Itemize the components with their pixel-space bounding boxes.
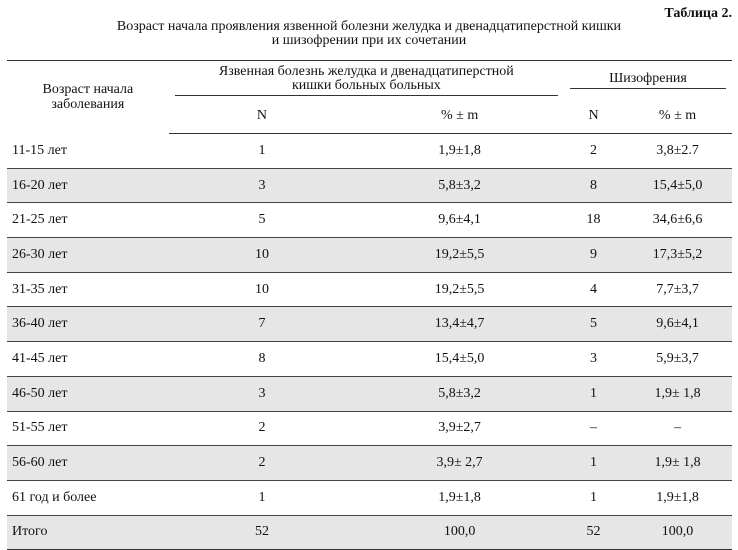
ulcer-percent-cell: 1,9±1,8 xyxy=(355,134,564,169)
ulcer-n-cell: 3 xyxy=(169,168,356,203)
age-cell: 26-30 лет xyxy=(7,238,169,273)
schizophrenia-group-header: Шизофрения xyxy=(564,61,732,100)
table-row xyxy=(7,342,732,377)
table-row xyxy=(7,203,732,238)
table-row xyxy=(7,446,732,481)
schizophrenia-percent-cell: 1,9±1,8 xyxy=(623,480,732,515)
age-cell: 31-35 лет xyxy=(7,272,169,307)
age-cell: 11-15 лет xyxy=(7,134,169,169)
ulcer-n-cell: 52 xyxy=(169,515,356,550)
schizophrenia-n-cell: 52 xyxy=(564,515,623,550)
table-row xyxy=(7,134,732,169)
ulcer-header-line-2: кишки больных больных xyxy=(291,77,441,93)
table-row xyxy=(7,515,732,550)
schizophrenia-n-cell: 1 xyxy=(564,446,623,481)
ulcer-percent-cell: 5,8±3,2 xyxy=(355,376,564,411)
table-row xyxy=(7,480,732,515)
schizophrenia-n-cell: 18 xyxy=(564,203,623,238)
table-row xyxy=(7,272,732,307)
ulcer-percent-cell: 1,9±1,8 xyxy=(355,480,564,515)
p2-header: % ± m xyxy=(623,99,732,134)
table-row xyxy=(7,307,732,342)
age-cell: 61 год и более xyxy=(7,480,169,515)
caption-line-2: и шизофрении при их сочетании xyxy=(271,33,467,48)
schizophrenia-percent-cell: 1,9± 1,8 xyxy=(623,376,732,411)
ulcer-n-cell: 2 xyxy=(169,411,356,446)
schizophrenia-percent-cell: 3,8±2.7 xyxy=(623,134,732,169)
schizophrenia-n-cell: 2 xyxy=(564,134,623,169)
age-cell: 16-20 лет xyxy=(7,168,169,203)
schizophrenia-percent-cell: 5,9±3,7 xyxy=(623,342,732,377)
n1-header: N xyxy=(169,99,356,134)
table-number-label: Таблица 2. xyxy=(664,6,732,21)
schizophrenia-n-cell: – xyxy=(564,411,623,446)
age-header-line-2: заболевания xyxy=(51,97,125,113)
ulcer-n-cell: 10 xyxy=(169,238,356,273)
schizophrenia-percent-cell: 9,6±4,1 xyxy=(623,307,732,342)
schizophrenia-percent-cell: – xyxy=(623,411,732,446)
ulcer-header-line-1: Язвенная болезнь желудка и двенадцатиперстной xyxy=(218,63,514,79)
ulcer-percent-cell: 9,6±4,1 xyxy=(355,203,564,238)
ulcer-n-cell: 8 xyxy=(169,342,356,377)
age-header-line-1: Возраст начала xyxy=(42,82,134,98)
table-row xyxy=(7,411,732,446)
ulcer-percent-cell: 13,4±4,7 xyxy=(355,307,564,342)
data-table xyxy=(7,60,732,550)
age-column-header xyxy=(7,61,169,134)
schizophrenia-n-cell: 8 xyxy=(564,168,623,203)
age-cell: 41-45 лет xyxy=(7,342,169,377)
ulcer-n-cell: 5 xyxy=(169,203,356,238)
n2-header: N xyxy=(564,99,623,134)
ulcer-n-cell: 3 xyxy=(169,376,356,411)
schizophrenia-n-cell: 4 xyxy=(564,272,623,307)
ulcer-percent-cell: 19,2±5,5 xyxy=(355,272,564,307)
ulcer-group-header xyxy=(169,61,564,100)
ulcer-n-cell: 1 xyxy=(169,480,356,515)
table-caption xyxy=(0,20,738,48)
caption-line-1: Возраст начала проявления язвенной болезни желудка и двенадцатиперстной кишки xyxy=(116,19,622,34)
age-cell: 36-40 лет xyxy=(7,307,169,342)
table-row xyxy=(7,168,732,203)
p1-header: % ± m xyxy=(355,99,564,134)
schizophrenia-n-cell: 5 xyxy=(564,307,623,342)
ulcer-percent-cell: 15,4±5,0 xyxy=(355,342,564,377)
ulcer-percent-cell: 5,8±3,2 xyxy=(355,168,564,203)
schizophrenia-percent-cell: 34,6±6,6 xyxy=(623,203,732,238)
schizophrenia-n-cell: 1 xyxy=(564,376,623,411)
ulcer-n-cell: 10 xyxy=(169,272,356,307)
schizophrenia-percent-cell: 15,4±5,0 xyxy=(623,168,732,203)
age-cell: 21-25 лет xyxy=(7,203,169,238)
schizophrenia-n-cell: 3 xyxy=(564,342,623,377)
schizophrenia-percent-cell: 7,7±3,7 xyxy=(623,272,732,307)
ulcer-n-cell: 2 xyxy=(169,446,356,481)
schizophrenia-n-cell: 9 xyxy=(564,238,623,273)
ulcer-percent-cell: 19,2±5,5 xyxy=(355,238,564,273)
schizophrenia-percent-cell: 100,0 xyxy=(623,515,732,550)
table-row xyxy=(7,376,732,411)
ulcer-percent-cell: 100,0 xyxy=(355,515,564,550)
age-cell: 56-60 лет xyxy=(7,446,169,481)
ulcer-percent-cell: 3,9± 2,7 xyxy=(355,446,564,481)
age-cell: 51-55 лет xyxy=(7,411,169,446)
table-row xyxy=(7,238,732,273)
header-row-1 xyxy=(7,61,732,100)
age-cell: Итого xyxy=(7,515,169,550)
ulcer-n-cell: 1 xyxy=(169,134,356,169)
schizophrenia-percent-cell: 17,3±5,2 xyxy=(623,238,732,273)
schizophrenia-percent-cell: 1,9± 1,8 xyxy=(623,446,732,481)
age-cell: 46-50 лет xyxy=(7,376,169,411)
schizophrenia-n-cell: 1 xyxy=(564,480,623,515)
ulcer-percent-cell: 3,9±2,7 xyxy=(355,411,564,446)
ulcer-n-cell: 7 xyxy=(169,307,356,342)
